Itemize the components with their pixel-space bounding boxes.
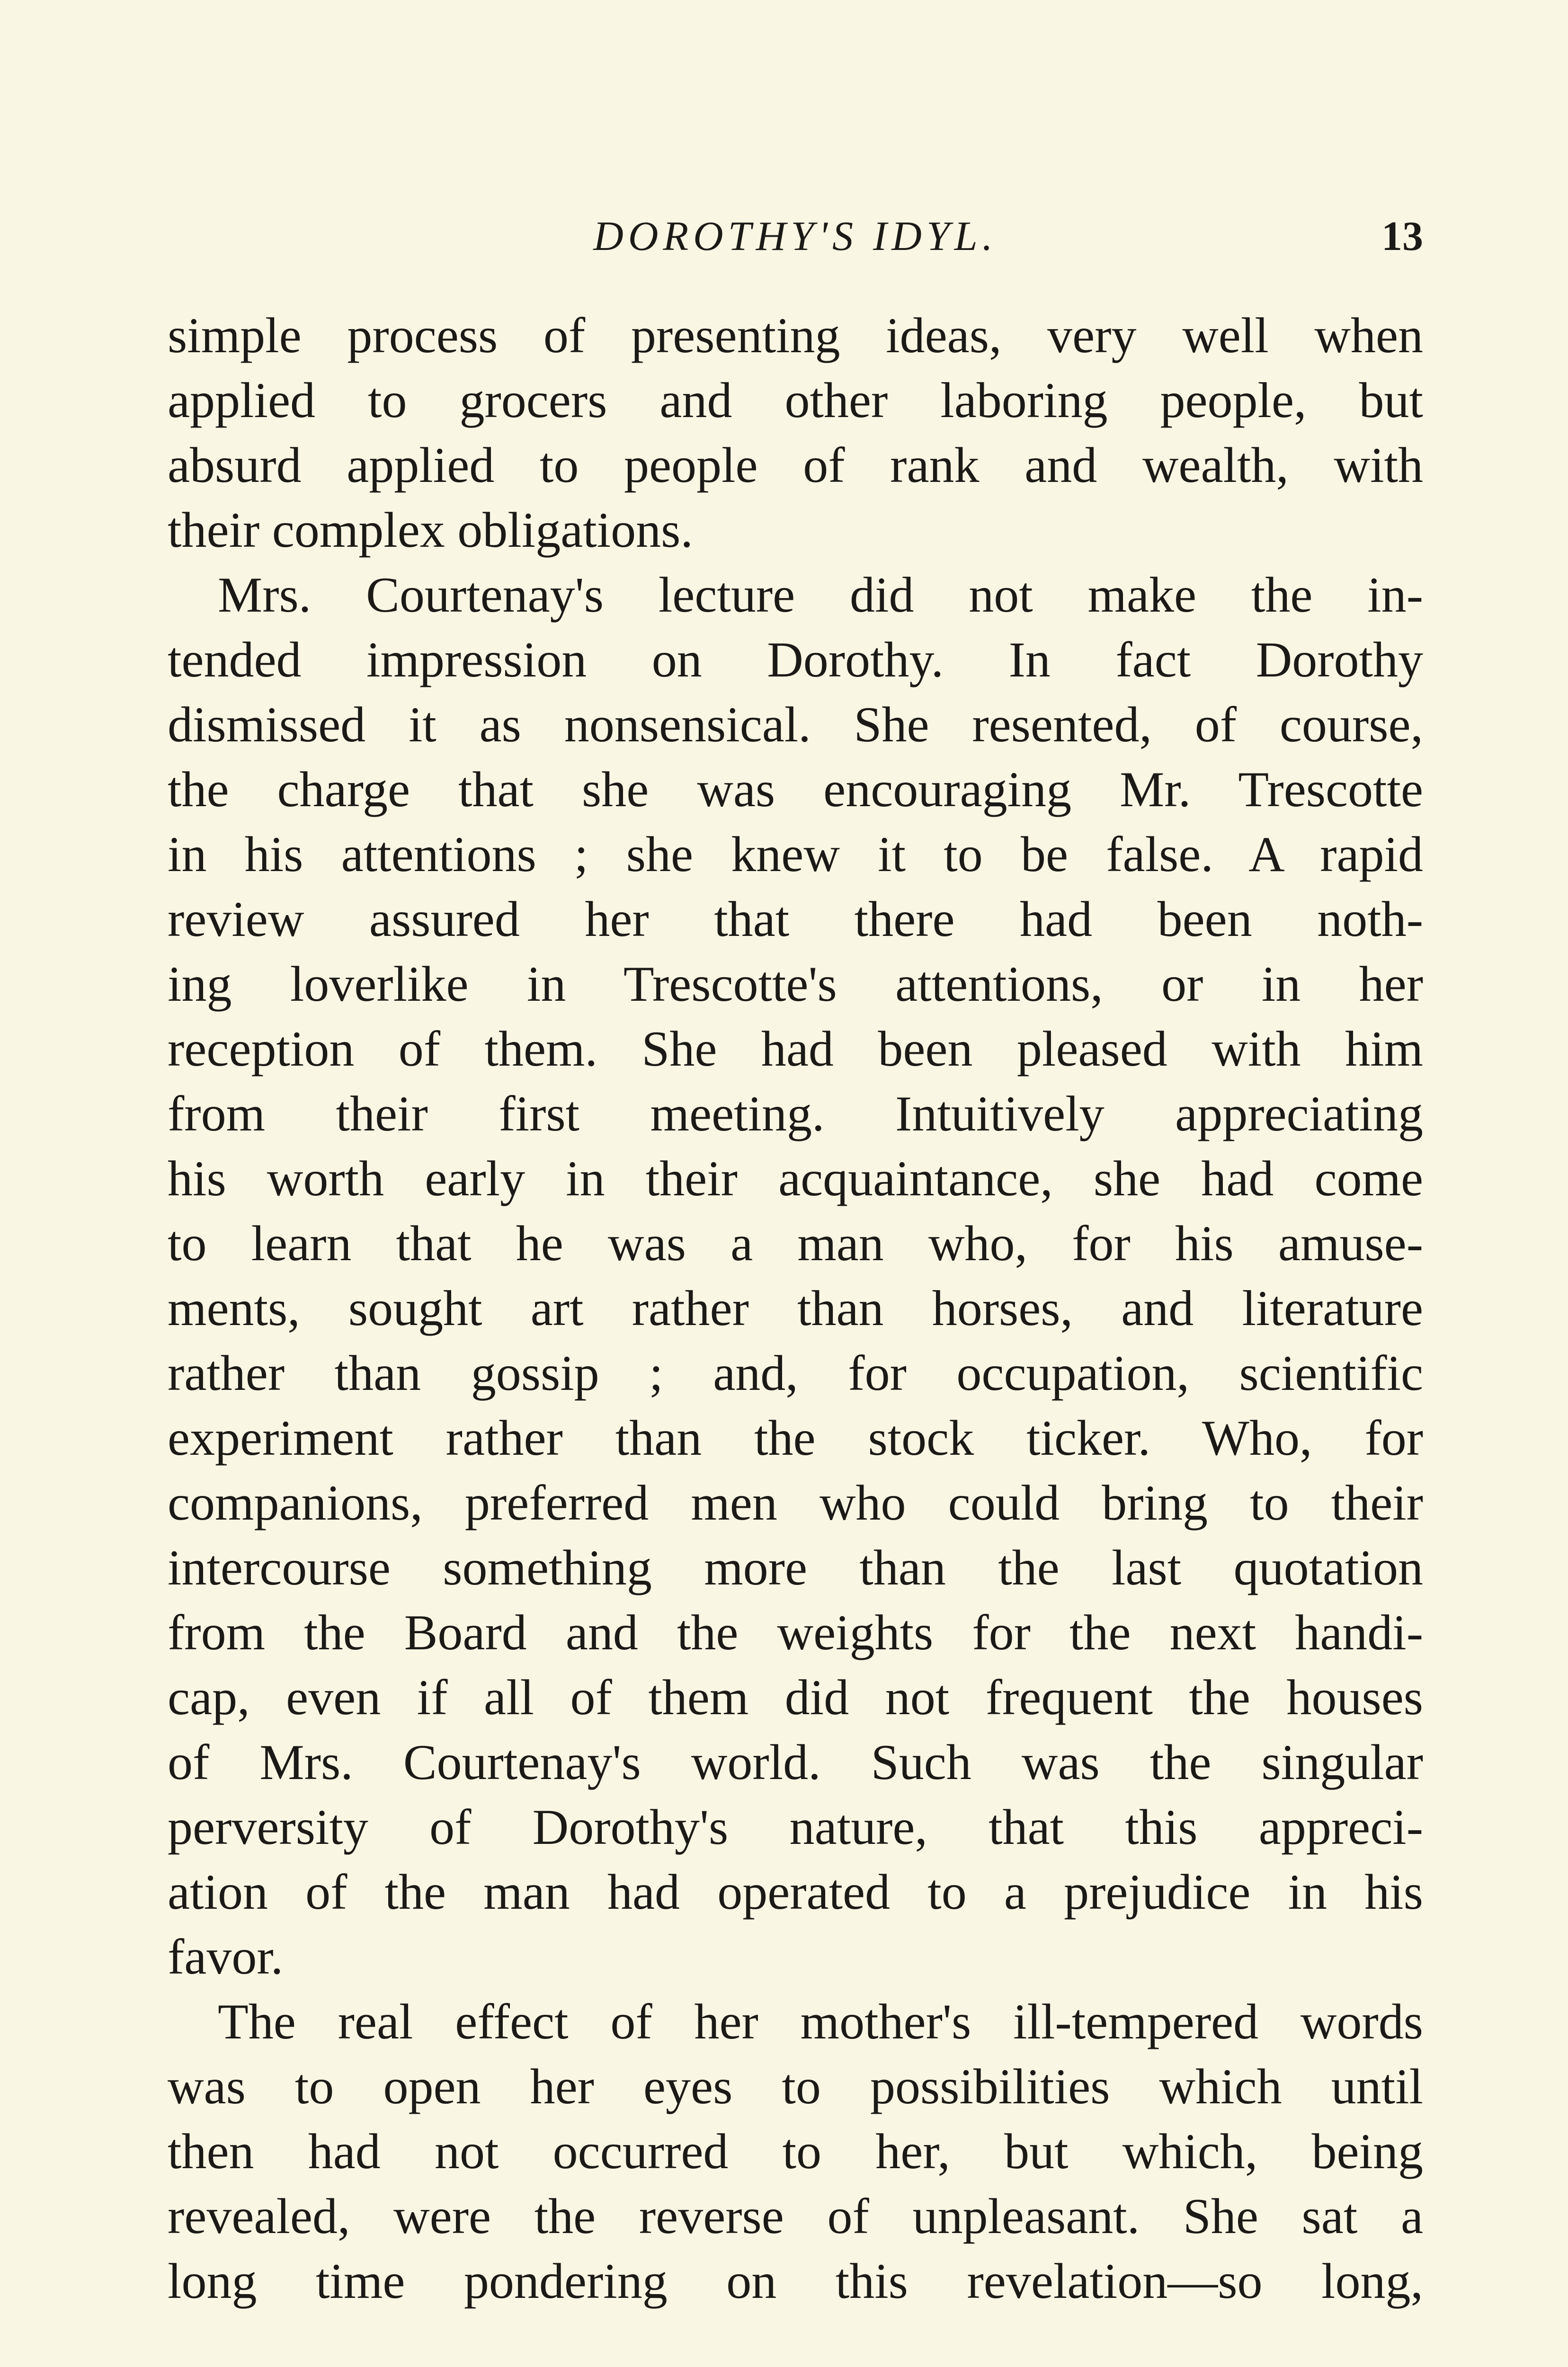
text-line: to learn that he was a man who, for his amuse- (168, 1216, 1423, 1271)
text-line: then had not occurred to her, but which, being (168, 2124, 1423, 2179)
text-line: ing loverlike in Trescotte's attentions, or in her (168, 956, 1423, 1012)
text-line: in his attentions ; she knew it to be false. A rapid (168, 827, 1423, 882)
text-line: rather than gossip ; and, for occupation, scientific (168, 1345, 1423, 1401)
text-line: from their first meeting. Intuitively appreciating (168, 1086, 1423, 1141)
text-line: from the Board and the weights for the next handi- (168, 1605, 1423, 1660)
paragraph (168, 303, 1423, 562)
text-line: review assured her that there had been noth- (168, 891, 1423, 947)
text-line: ments, sought art rather than horses, and literature (168, 1281, 1423, 1336)
text-line: long time pondering on this revelation—so long, (168, 2253, 1423, 2309)
paragraph (168, 1989, 1423, 2314)
text-line: Mrs. Courtenay's lecture did not make the in- (218, 567, 1423, 623)
text-line: applied to grocers and other laboring people, but (168, 373, 1423, 428)
text-line: tended impression on Dorothy. In fact Dorothy (168, 632, 1423, 687)
text-line: companions, preferred men who could bring to their (168, 1475, 1423, 1531)
text-line: of Mrs. Courtenay's world. Such was the singular (168, 1735, 1423, 1790)
text-line: experiment rather than the stock ticker. Who, for (168, 1410, 1423, 1466)
text-line: favor. (168, 1929, 284, 1984)
running-title: DOROTHY'S IDYL. (593, 214, 998, 259)
text-line: their complex obligations. (168, 502, 693, 558)
paragraph (168, 562, 1423, 1989)
text-line: reception of them. She had been pleased with him (168, 1021, 1423, 1077)
text-line: intercourse something more than the last quotation (168, 1540, 1423, 1595)
text-line: revealed, were the reverse of unpleasant. She sat a (168, 2189, 1423, 2244)
running-header (168, 204, 1423, 270)
text-line: perversity of Dorothy's nature, that this appreci- (168, 1799, 1423, 1855)
text-line: the charge that she was encouraging Mr. Trescotte (168, 762, 1423, 817)
text-line: The real effect of her mother's ill-tempered words (218, 1994, 1423, 2049)
text-line: dismissed it as nonsensical. She resented, of course, (168, 697, 1423, 752)
text-line: absurd applied to people of rank and wealth, with (168, 437, 1423, 493)
text-line: simple process of presenting ideas, very well when (168, 308, 1423, 363)
body-text (168, 303, 1423, 2314)
text-line: his worth early in their acquaintance, she had come (168, 1151, 1423, 1206)
text-line: cap, even if all of them did not frequent the houses (168, 1670, 1423, 1725)
page-number: 13 (1381, 214, 1423, 259)
text-line: was to open her eyes to possibilities which until (168, 2059, 1423, 2114)
text-line: ation of the man had operated to a prejudice in his (168, 1864, 1423, 1920)
